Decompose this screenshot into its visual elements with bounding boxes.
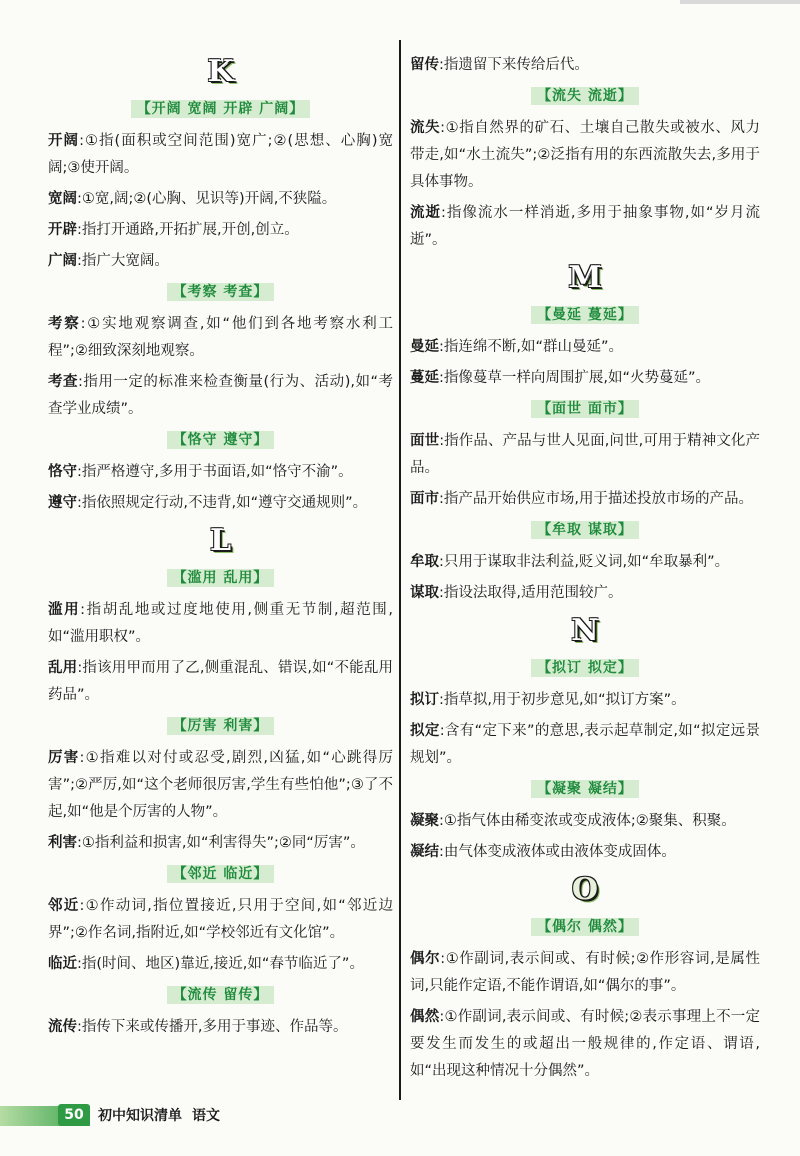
group-heading-text: 【拟订 拟定】 <box>531 659 639 677</box>
entry-term: 厉害 <box>48 750 80 766</box>
word-entry <box>410 839 760 866</box>
entry-term: 拟定 <box>410 723 440 739</box>
entry-definition: :含有“定下来”的意思,表示起草制定,如“拟定远景规划”。 <box>410 723 761 766</box>
section-letter-m: M <box>568 260 602 295</box>
entry-definition: :指产品开始供应市场,用于描述投放市场的产品。 <box>439 491 753 507</box>
word-entry <box>410 580 760 607</box>
entry-term: 开阔 <box>48 133 80 149</box>
entry-term: 乱用 <box>48 660 78 676</box>
entry-definition: :指广大宽阔。 <box>77 253 169 269</box>
word-entry <box>410 334 760 361</box>
entry-term: 广阔 <box>48 253 77 269</box>
word-entry <box>410 549 760 576</box>
entry-term: 流传 <box>48 1019 77 1035</box>
group-heading-text: 【厉害 利害】 <box>167 717 275 735</box>
group-heading <box>410 778 760 800</box>
entry-definition: :①作动词,指位置接近,只用于空间,如“邻近边界”;②作名词,指附近,如“学校邻近有文化馆”。 <box>48 898 393 941</box>
entry-definition: :①宽,阔;②(心胸、见识等)开阔,不狭隘。 <box>77 191 337 207</box>
entry-definition: :指(时间、地区)靠近,接近,如“春节临近了”。 <box>77 956 364 972</box>
section-letter-l: L <box>209 523 232 558</box>
group-heading-text: 【流传 留传】 <box>167 986 275 1004</box>
entry-term: 牟取 <box>410 554 439 570</box>
section-letter-k: K <box>207 54 234 89</box>
entry-term: 考察 <box>48 316 81 332</box>
entry-term: 恪守 <box>48 464 77 480</box>
entry-term: 谋取 <box>410 585 439 601</box>
group-heading-text: 【流失 流逝】 <box>531 87 639 105</box>
word-entry <box>48 128 393 182</box>
word-entry <box>48 893 393 947</box>
entry-definition: :指传下来或传播开,多用于事迹、作品等。 <box>77 1019 348 1035</box>
section-letter-o: O <box>571 872 599 907</box>
word-entry <box>48 745 393 826</box>
word-entry <box>410 115 760 196</box>
group-heading-text: 【开阔 宽阔 开辟 广阔】 <box>131 100 311 118</box>
entry-definition: :指遗留下来传给后代。 <box>439 57 589 73</box>
entry-term: 凝聚 <box>410 813 439 829</box>
entry-term: 邻近 <box>48 898 80 914</box>
group-heading-text: 【恪守 遵守】 <box>167 431 275 449</box>
word-entry <box>410 200 760 254</box>
word-entry <box>48 369 393 423</box>
entry-definition: :指草拟,用于初步意见,如“拟订方案”。 <box>439 692 686 708</box>
group-heading <box>48 98 393 120</box>
word-entry <box>48 597 393 651</box>
entry-definition: :指严格遵守,多用于书面语,如“恪守不渝”。 <box>77 464 353 480</box>
group-heading-text: 【考察 考查】 <box>167 283 275 301</box>
footer-title <box>98 1105 220 1125</box>
entry-definition: :指像蔓草一样向周围扩展,如“火势蔓延”。 <box>439 370 711 386</box>
group-heading <box>410 657 760 679</box>
entry-term: 考查 <box>48 374 79 390</box>
word-entry <box>410 687 760 714</box>
group-heading-text: 【邻近 临近】 <box>167 865 275 883</box>
word-entry <box>48 459 393 486</box>
entry-definition: :①作副词,表示间或、有时候;②作形容词,是属性词,只能作定语,不能作谓语,如“偶尔的事”。 <box>410 951 760 994</box>
entry-term: 开辟 <box>48 222 77 238</box>
page-edge <box>680 0 800 4</box>
word-entry <box>410 52 760 79</box>
word-entry <box>48 311 393 365</box>
entry-definition: :指像流水一样消逝,多用于抽象事物,如“岁月流逝”。 <box>410 205 760 248</box>
entry-term: 临近 <box>48 956 77 972</box>
entry-definition: :指作品、产品与世人见面,问世,可用于精神文化产品。 <box>410 433 761 476</box>
page-number: 50 <box>58 1104 90 1126</box>
word-entry <box>410 718 760 772</box>
entry-term: 偶尔 <box>410 951 441 967</box>
entry-definition: :①指气体由稀变浓或变成液体;②聚集、积聚。 <box>439 813 736 829</box>
entry-term: 利害 <box>48 835 77 851</box>
entry-definition: :指胡乱地或过度地使用,侧重无节制,超范围,如“滥用职权”。 <box>48 602 393 645</box>
group-heading <box>48 715 393 737</box>
group-heading-text: 【面世 面市】 <box>531 400 639 418</box>
entry-definition: :①指利益和损害,如“利害得失”;②同“厉害”。 <box>77 835 365 851</box>
column-divider <box>399 40 401 1100</box>
word-entry <box>48 830 393 857</box>
entry-term: 曼延 <box>410 339 439 355</box>
group-heading <box>410 398 760 420</box>
subject-label: 语文 <box>192 1108 220 1124</box>
group-heading <box>410 304 760 326</box>
entry-term: 流失 <box>410 120 441 136</box>
group-heading <box>48 281 393 303</box>
word-entry <box>48 248 393 275</box>
entry-term: 拟订 <box>410 692 439 708</box>
word-entry <box>48 490 393 517</box>
group-heading-text: 【凝聚 凝结】 <box>531 780 639 798</box>
entry-term: 留传 <box>410 57 439 73</box>
entry-term: 面世 <box>410 433 440 449</box>
entry-definition: :指打开通路,开拓扩展,开创,创立。 <box>77 222 299 238</box>
word-entry <box>410 486 760 513</box>
entry-term: 遵守 <box>48 495 77 511</box>
entry-term: 偶然 <box>410 1009 440 1025</box>
word-entry <box>410 946 760 1000</box>
group-heading-text: 【偶尔 偶然】 <box>531 918 639 936</box>
group-heading <box>48 429 393 451</box>
entry-definition: :①指自然界的矿石、土壤自己散失或被水、风力带走,如“水土流失”;②泛指有用的东西流散失去,多用于具体事物。 <box>410 120 760 190</box>
word-entry <box>410 428 760 482</box>
word-entry <box>48 1014 393 1041</box>
word-entry <box>410 1004 760 1085</box>
entry-definition: :由气体变成液体或由液体变成固体。 <box>439 844 676 860</box>
page-footer <box>0 1100 800 1130</box>
entry-definition: :①指难以对付或忍受,剧烈,凶猛,如“心跳得厉害”;②严厉,如“这个老师很厉害,学生有些怕他”;③了不起,如“他是个厉害的人物”。 <box>48 750 393 820</box>
group-heading-text: 【滥用 乱用】 <box>167 569 275 587</box>
entry-term: 滥用 <box>48 602 81 618</box>
section-letter-n: N <box>571 613 599 648</box>
entry-term: 流逝 <box>410 205 441 221</box>
group-heading-text: 【曼延 蔓延】 <box>531 306 639 324</box>
group-heading <box>410 85 760 107</box>
entry-term: 凝结 <box>410 844 439 860</box>
entry-definition: :指用一定的标准来检查衡量(行为、活动),如“考查学业成绩”。 <box>48 374 393 417</box>
word-entry <box>48 655 393 709</box>
group-heading <box>48 567 393 589</box>
entry-definition: :①作副词,表示间或、有时候;②表示事理上不一定要发生而发生的或超出一般规律的,作定语、谓语,如“出现这种情况十分偶然”。 <box>410 1009 760 1079</box>
group-heading-text: 【牟取 谋取】 <box>531 521 639 539</box>
word-entry <box>48 951 393 978</box>
entry-definition: :①实地观察调查,如“他们到各地考察水利工程”;②细致深刻地观察。 <box>48 316 393 359</box>
word-entry <box>48 186 393 213</box>
group-heading <box>410 519 760 541</box>
right-column <box>410 52 760 1089</box>
entry-term: 蔓延 <box>410 370 439 386</box>
entry-definition: :指该用甲而用了乙,侧重混乱、错误,如“不能乱用药品”。 <box>48 660 393 703</box>
book-title: 初中知识清单 <box>98 1108 182 1124</box>
group-heading <box>48 863 393 885</box>
entry-definition: :①指(面积或空间范围)宽广;②(思想、心胸)宽阔;③使开阔。 <box>48 133 394 176</box>
entry-definition: :只用于谋取非法利益,贬义词,如“牟取暴利”。 <box>439 554 730 570</box>
entry-term: 面市 <box>410 491 439 507</box>
left-column <box>48 52 393 1045</box>
word-entry <box>410 808 760 835</box>
word-entry <box>410 365 760 392</box>
word-entry <box>48 217 393 244</box>
group-heading <box>48 984 393 1006</box>
group-heading <box>410 916 760 938</box>
entry-definition: :指连绵不断,如“群山曼延”。 <box>439 339 624 355</box>
entry-term: 宽阔 <box>48 191 77 207</box>
entry-definition: :指依照规定行动,不违背,如“遵守交通规则”。 <box>77 495 368 511</box>
entry-definition: :指设法取得,适用范围较广。 <box>439 585 623 601</box>
